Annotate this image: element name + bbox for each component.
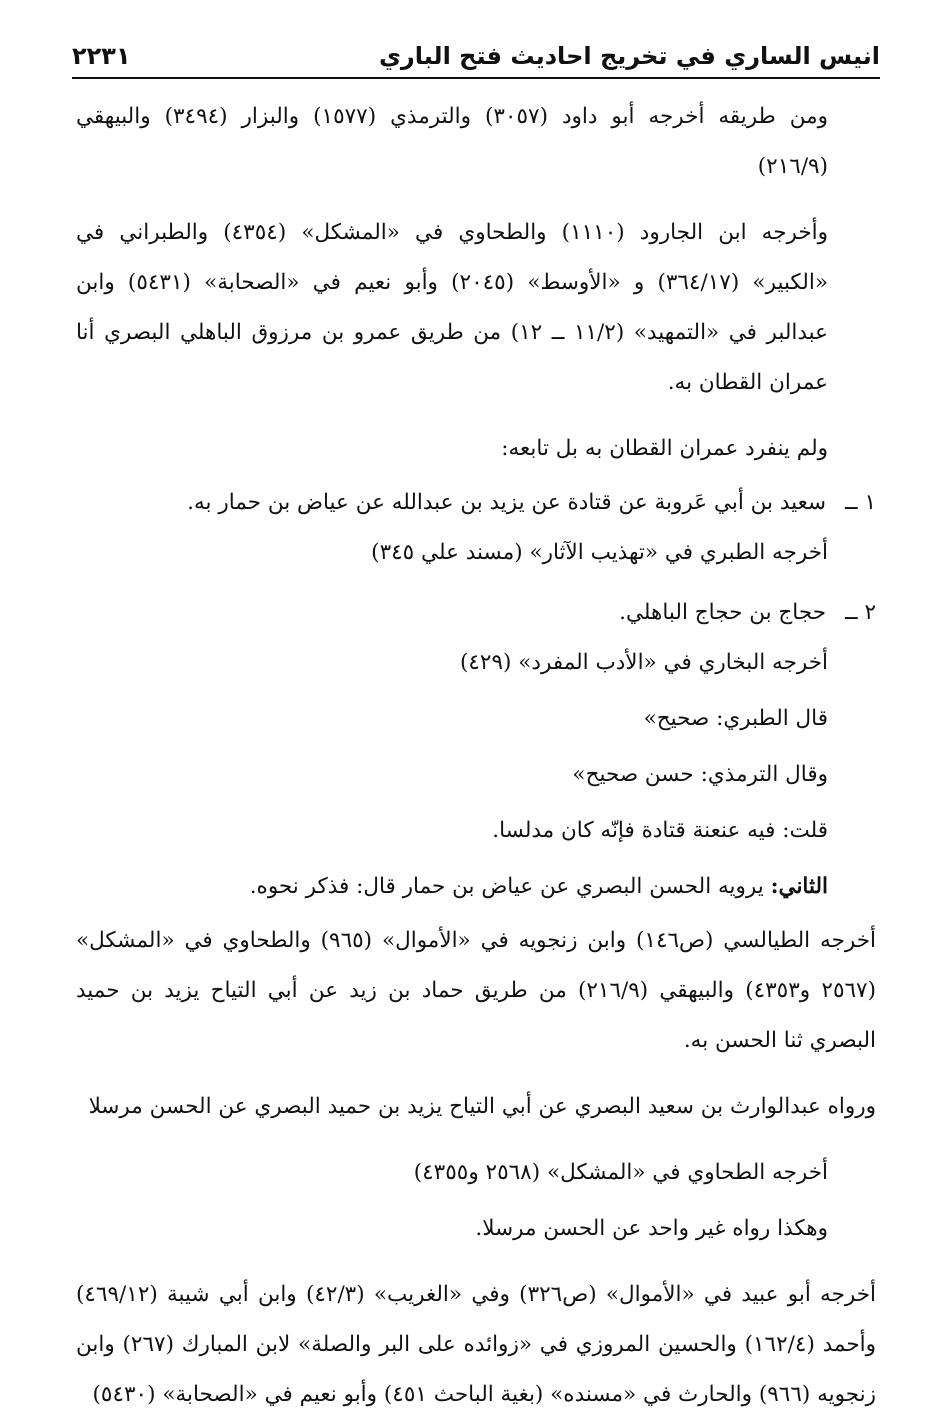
list-item-2-source: أخرجه البخاري في «الأدب المفرد» (٤٢٩) xyxy=(459,650,828,675)
paragraph-hakadha: وهكذا رواه غير واحد عن الحسن مرسلا. xyxy=(475,1216,828,1241)
header-divider xyxy=(72,77,880,79)
paragraph-abu-ubayd: أخرجه أبو عبيد في «الأموال» (ص٣٢٦) وفي «الغريب» (٤٢/٣) وابن أبي شيبة (٤٦٩/١٢) وأحمد (١٦٢/٤) والحسين المروزي في «زوائده على البر والصلة» لابن المبارك (٢٦٧) وابن زنجويه (٩٦٦) والحارث في «مسنده» (بغية الباحث ٤٥١) وأبو نعيم في «الصحابة» (٥٤٣٠) xyxy=(76,1282,877,1407)
paragraph-tabari-grade: قال الطبري: صحيح» xyxy=(643,706,828,731)
paragraph-tahawi: أخرجه الطحاوي في «المشكل» (٢٥٦٨ و٤٣٥٥) xyxy=(413,1160,828,1185)
list-item-2-text: حجاج بن حجاج الباهلي. xyxy=(619,600,826,625)
page-body xyxy=(76,92,876,1420)
running-head xyxy=(72,30,880,70)
book-title: انيس الساري في تخريج احاديث فتح الباري xyxy=(378,42,880,70)
second-label: الثاني: xyxy=(770,874,828,899)
paragraph-ibn-jarud: وأخرجه ابن الجارود (١١١٠) والطحاوي في «المشكل» (٤٣٥٤) والطبراني في «الكبير» (٣٦٤/١٧) و «الأوسط» (٢٠٤٥) وأبو نعيم في «الصحابة» (٥٤٣١) وابن عبدالبر في «التمهيد» (١١/٢ ــ ١٢) من طريق عمرو بن مرزوق الباهلي البصري أنا عمران القطان به. xyxy=(76,220,828,395)
list-item-2-number: ٢ ــ xyxy=(845,600,876,625)
paragraph-tirmidhi-grade: وقال الترمذي: حسن صحيح» xyxy=(572,762,828,787)
paragraph-followers-intro: ولم ينفرد عمران القطان به بل تابعه: xyxy=(501,436,828,461)
paragraph-second-route xyxy=(76,862,876,912)
paragraph-qultu: قلت: فيه عنعنة قتادة فإنّه كان مدلسا. xyxy=(492,818,828,843)
list-item-1 xyxy=(76,478,876,528)
list-item-2 xyxy=(76,588,876,638)
second-text: يرويه الحسن البصري عن عياض بن حمار قال: فذكر نحوه. xyxy=(249,874,771,899)
list-item-1-text: سعيد بن أبي عَروبة عن قتادة عن يزيد بن عبدالله عن عياض بن حمار به. xyxy=(187,490,826,515)
paragraph-abu-dawud: ومن طريقه أخرجه أبو داود (٣٠٥٧) والترمذي (١٥٧٧) والبزار (٣٤٩٤) والبيهقي (٢١٦/٩) xyxy=(76,104,829,179)
list-item-1-number: ١ ــ xyxy=(845,490,876,515)
paragraph-abdulwarith: ورواه عبدالوارث بن سعيد البصري عن أبي التياح يزيد بن حميد البصري عن الحسن مرسلا xyxy=(88,1094,876,1119)
paragraph-tayalisi: أخرجه الطيالسي (ص١٤٦) وابن زنجويه في «الأموال» (٩٦٥) والطحاوي في «المشكل» (٢٥٦٧ و٤٣٥٣) والبيهقي (٢١٦/٩) من طريق حماد بن زيد عن أبي التياح يزيد بن حميد البصري ثنا الحسن به. xyxy=(76,928,876,1053)
page-number: ٢٢٣١ xyxy=(72,42,131,70)
list-item-1-source: أخرجه الطبري في «تهذيب الآثار» (مسند علي ٣٤٥) xyxy=(371,540,828,565)
